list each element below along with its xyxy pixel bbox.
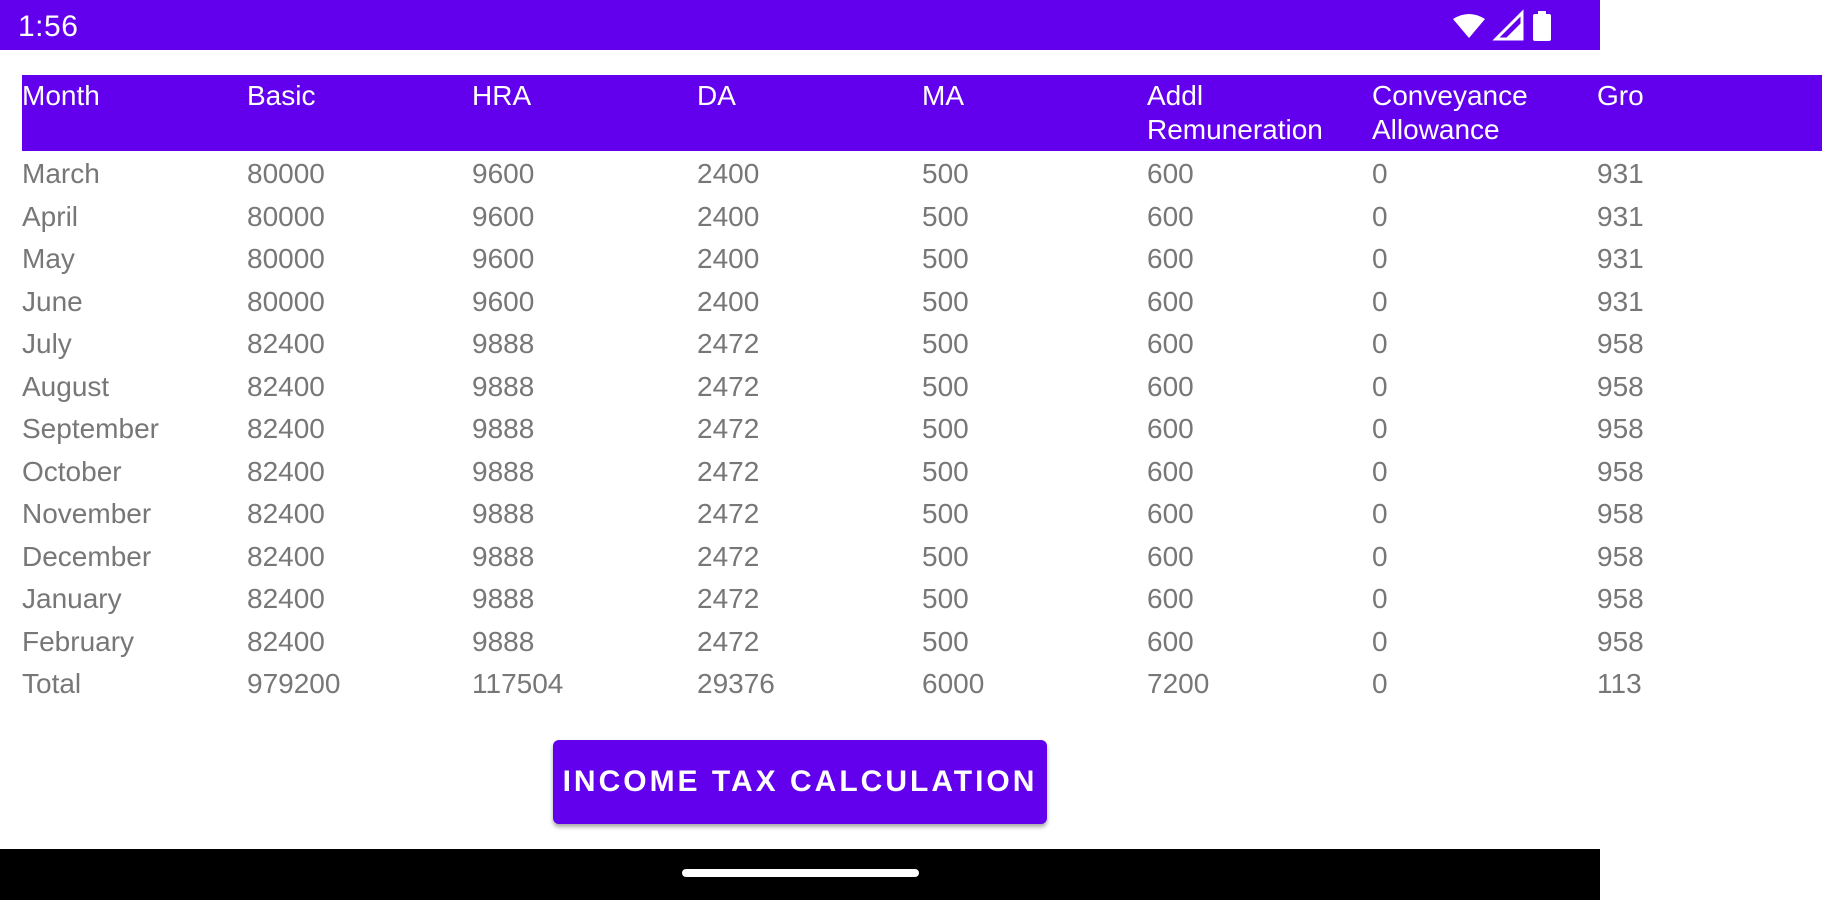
table-row (22, 196, 1822, 239)
table-row (22, 663, 1822, 706)
table-cell: 0 (1372, 668, 1388, 700)
table-cell: 958 (1597, 328, 1644, 360)
column-header: HRA (472, 80, 532, 111)
table-cell: March (22, 158, 100, 190)
table-cell: 958 (1597, 540, 1644, 572)
table-cell: 82400 (247, 498, 325, 530)
table-cell: 9600 (472, 158, 535, 190)
table-cell: 0 (1372, 243, 1388, 275)
status-time: 1:56 (18, 10, 79, 43)
table-cell: 0 (1372, 583, 1388, 615)
table-cell: 82400 (247, 583, 325, 615)
table-cell: 9888 (472, 498, 535, 530)
table-cell: Total (22, 668, 82, 700)
table-cell: 0 (1372, 498, 1388, 530)
table-cell: 2400 (697, 200, 760, 232)
table-cell: 9600 (472, 243, 535, 275)
table-cell: 80000 (247, 158, 325, 190)
table-cell: July (22, 328, 72, 360)
table-cell: 2400 (697, 243, 760, 275)
cellular-signal-icon (1494, 12, 1524, 40)
table-cell: 500 (922, 200, 969, 232)
table-cell: September (22, 413, 159, 445)
table-header-row (22, 75, 1822, 151)
battery-icon (1532, 11, 1552, 41)
table-cell: 2472 (697, 370, 760, 402)
table-cell: November (22, 498, 152, 530)
table-cell: 80000 (247, 200, 325, 232)
table-cell: 500 (922, 370, 969, 402)
table-cell: 600 (1147, 540, 1194, 572)
table-cell: 80000 (247, 243, 325, 275)
table-cell: 80000 (247, 285, 325, 317)
table-row (22, 238, 1822, 281)
table-cell: 7200 (1147, 668, 1210, 700)
table-cell: August (22, 370, 110, 402)
salary-table (22, 75, 1822, 706)
table-cell: 600 (1147, 158, 1194, 190)
table-cell: 600 (1147, 285, 1194, 317)
table-cell: 2400 (697, 158, 760, 190)
table-cell: 958 (1597, 455, 1644, 487)
table-cell: 0 (1372, 285, 1388, 317)
navigation-bar (0, 849, 1600, 900)
table-cell: 2472 (697, 413, 760, 445)
table-cell: 0 (1372, 625, 1388, 657)
table-row (22, 366, 1822, 409)
table-cell: December (22, 540, 152, 572)
table-cell: 931 (1597, 158, 1644, 190)
table-cell: 500 (922, 540, 969, 572)
table-row (22, 536, 1822, 579)
table-cell: 82400 (247, 540, 325, 572)
table-cell: 500 (922, 625, 969, 657)
column-header: Addl Remuneration (1147, 80, 1323, 145)
table-cell: June (22, 285, 83, 317)
table-cell: 931 (1597, 243, 1644, 275)
table-cell: 82400 (247, 455, 325, 487)
table-row (22, 151, 1822, 196)
table-cell: 9888 (472, 455, 535, 487)
table-cell: February (22, 625, 135, 657)
home-handle[interactable] (682, 869, 919, 877)
table-cell: 600 (1147, 370, 1194, 402)
table-cell: 113 (1597, 668, 1642, 700)
table-cell: 931 (1597, 285, 1644, 317)
table-cell: 958 (1597, 583, 1644, 615)
table-cell: May (22, 243, 75, 275)
table-row (22, 323, 1822, 366)
table-cell: 29376 (697, 668, 775, 700)
table-cell: 979200 (247, 668, 341, 700)
table-cell: 500 (922, 328, 969, 360)
column-header: Conveyance Allowance (1372, 80, 1528, 145)
table-cell: 500 (922, 455, 969, 487)
table-cell: 82400 (247, 370, 325, 402)
table-cell: 9888 (472, 625, 535, 657)
table-cell: 0 (1372, 540, 1388, 572)
table-cell: 600 (1147, 455, 1194, 487)
table-cell: 500 (922, 413, 969, 445)
table-cell: 82400 (247, 413, 325, 445)
salary-table-container[interactable] (22, 75, 1644, 706)
table-cell: 9888 (472, 583, 535, 615)
table-cell: 600 (1147, 243, 1194, 275)
table-row (22, 281, 1822, 324)
table-cell: October (22, 455, 122, 487)
table-cell: 600 (1147, 328, 1194, 360)
table-cell: 2472 (697, 540, 760, 572)
column-header: DA (697, 80, 736, 111)
table-cell: 500 (922, 583, 969, 615)
table-cell: 2472 (697, 583, 760, 615)
table-row (22, 408, 1822, 451)
table-cell: 9888 (472, 413, 535, 445)
table-cell: 2472 (697, 498, 760, 530)
table-body (22, 151, 1822, 706)
table-cell: 6000 (922, 668, 985, 700)
table-cell: 82400 (247, 625, 325, 657)
table-cell: 0 (1372, 328, 1388, 360)
table-cell: 958 (1597, 498, 1644, 530)
table-cell: 958 (1597, 625, 1644, 657)
column-header: Basic (247, 80, 316, 111)
table-row (22, 451, 1822, 494)
table-cell: 931 (1597, 200, 1644, 232)
table-cell: 500 (922, 285, 969, 317)
table-cell: January (22, 583, 122, 615)
wifi-icon (1452, 13, 1486, 39)
table-row (22, 578, 1822, 621)
table-cell: 600 (1147, 625, 1194, 657)
column-header: Gro (1597, 80, 1644, 111)
table-cell: 2472 (697, 455, 760, 487)
column-header: Month (22, 80, 100, 111)
table-cell: 9600 (472, 200, 535, 232)
status-icons (1452, 10, 1552, 42)
table-cell: 9888 (472, 328, 535, 360)
table-row (22, 493, 1822, 536)
table-cell: 2400 (697, 285, 760, 317)
table-cell: 500 (922, 243, 969, 275)
table-cell: 2472 (697, 625, 760, 657)
table-cell: 500 (922, 498, 969, 530)
table-cell: 958 (1597, 370, 1644, 402)
column-header: MA (922, 80, 964, 111)
table-cell: 500 (922, 158, 969, 190)
status-bar (0, 0, 1600, 50)
table-cell: 117504 (472, 668, 564, 700)
table-cell: 2472 (697, 328, 760, 360)
table-cell: 0 (1372, 370, 1388, 402)
table-cell: 9888 (472, 540, 535, 572)
table-cell: 0 (1372, 158, 1388, 190)
table-cell: 82400 (247, 328, 325, 360)
table-cell: 9888 (472, 370, 535, 402)
table-cell: April (22, 200, 79, 232)
table-cell: 0 (1372, 413, 1388, 445)
table-cell: 600 (1147, 200, 1194, 232)
table-cell: 600 (1147, 498, 1194, 530)
table-cell: 958 (1597, 413, 1644, 445)
income-tax-calculation-button[interactable]: INCOME TAX CALCULATION (553, 740, 1047, 824)
table-cell: 600 (1147, 413, 1194, 445)
table-cell: 9600 (472, 285, 535, 317)
table-cell: 0 (1372, 455, 1388, 487)
table-cell: 600 (1147, 583, 1194, 615)
table-row (22, 621, 1822, 664)
table-cell: 0 (1372, 200, 1388, 232)
